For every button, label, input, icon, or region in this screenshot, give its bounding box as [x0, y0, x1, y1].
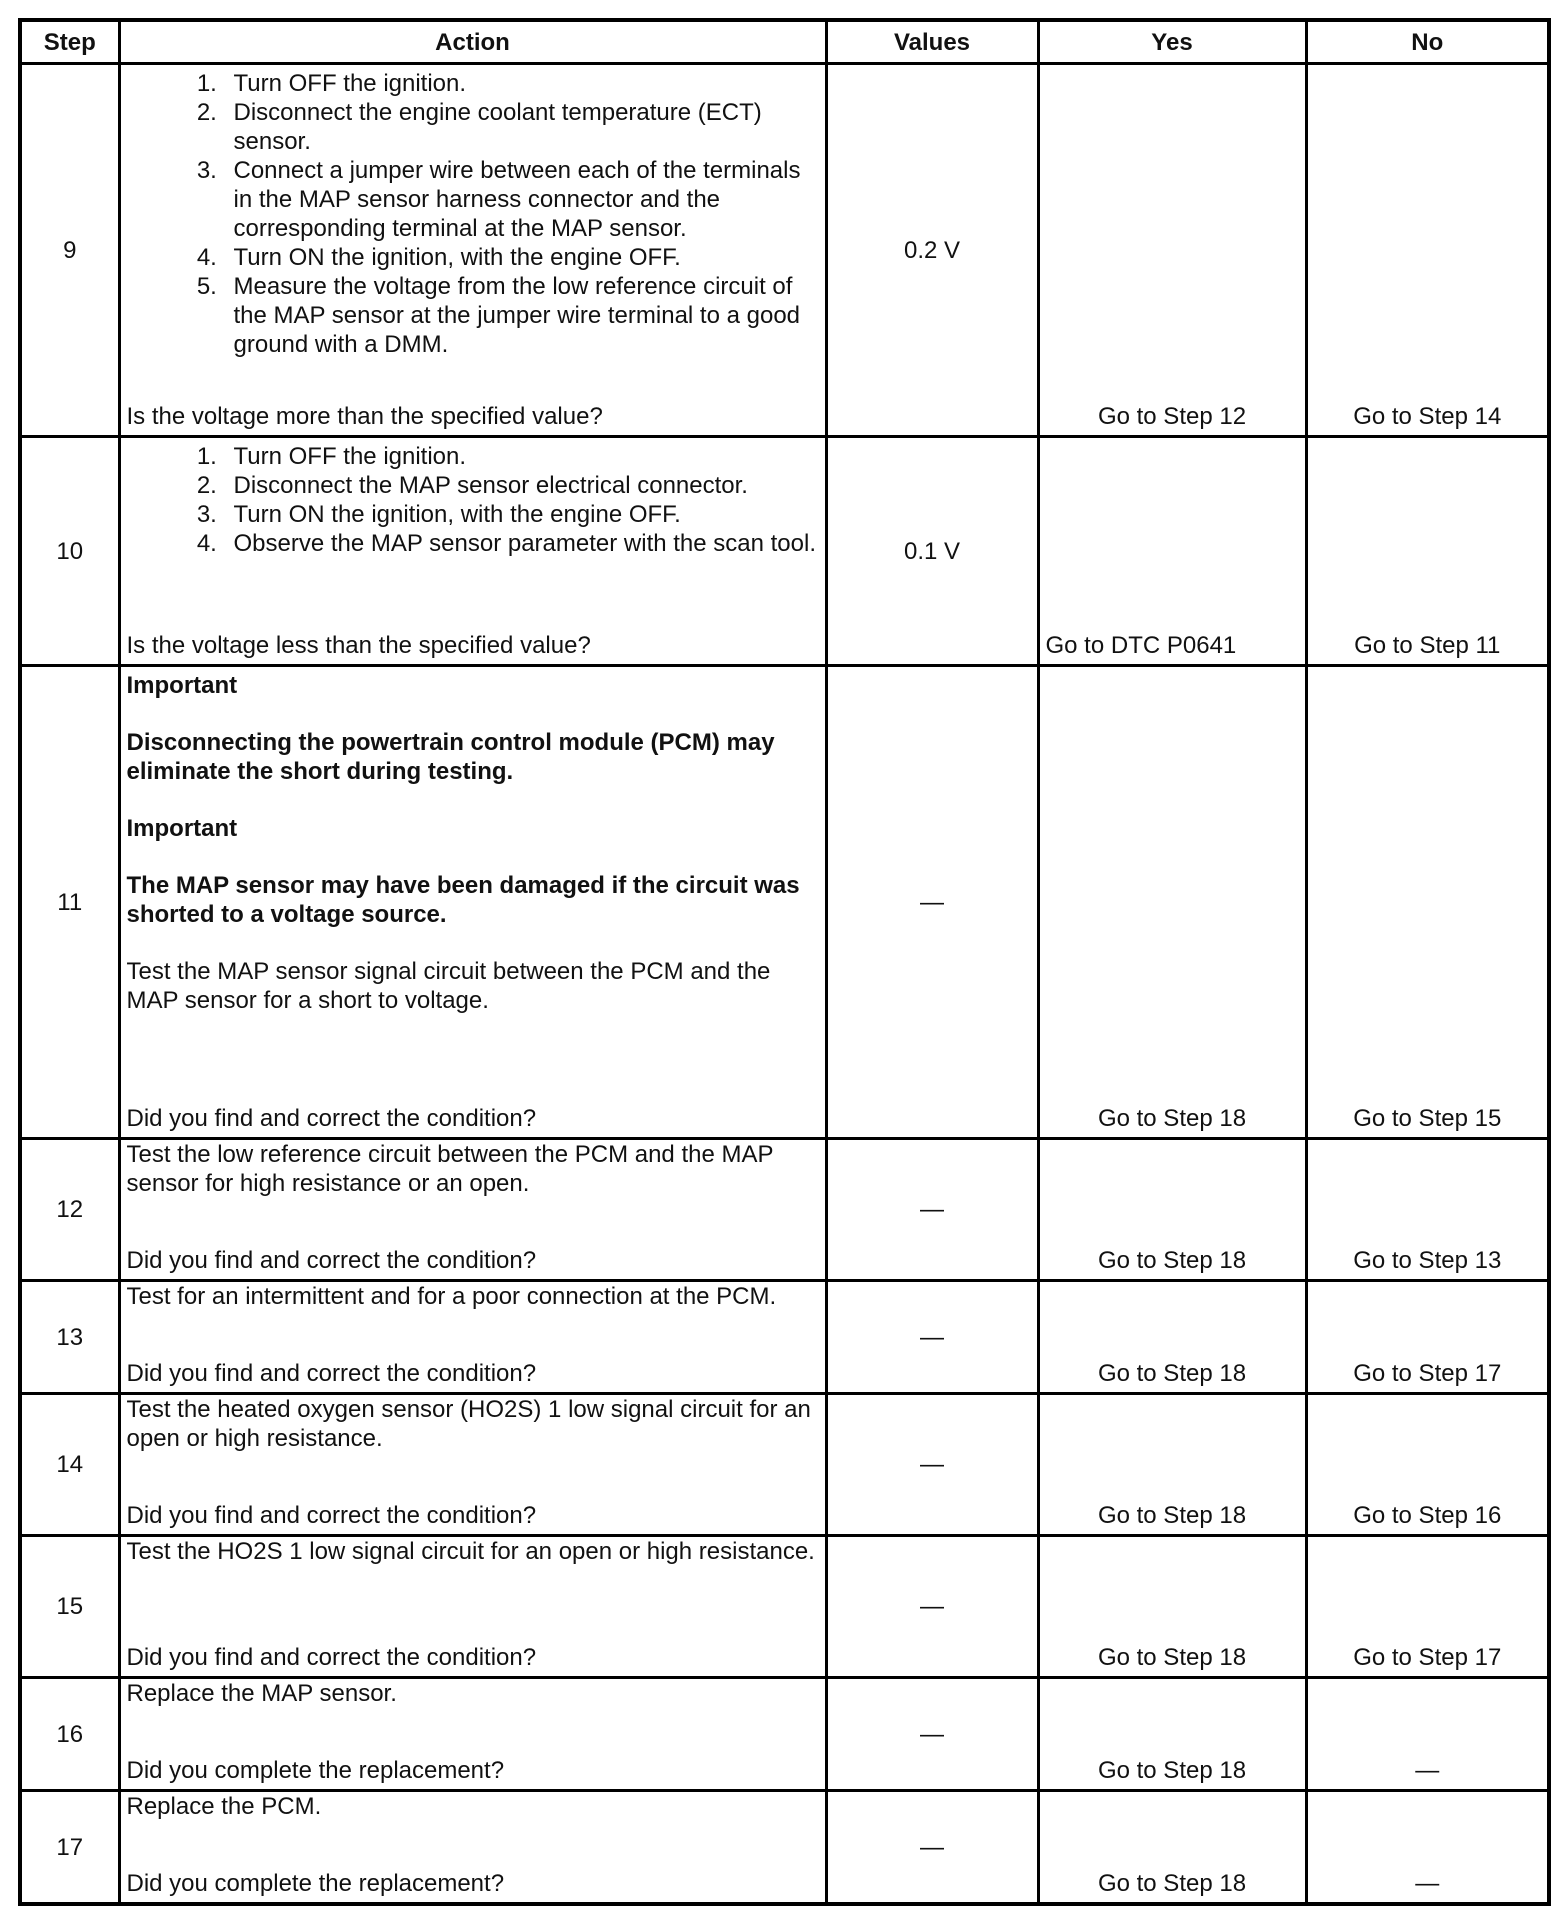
step-number: 16: [20, 1678, 119, 1791]
spec-value: —: [826, 1791, 1038, 1905]
step-number: 9: [20, 64, 119, 437]
step-number: 13: [20, 1281, 119, 1394]
spec-value: —: [826, 1536, 1038, 1678]
test-instruction: Test for an intermittent and for a poor connection at the PCM.: [126, 1283, 777, 1310]
important-note: The MAP sensor may have been damaged if the circuit was shorted to a voltage source.: [126, 872, 800, 928]
header-action: Action: [119, 20, 826, 64]
test-instruction: Test the heated oxygen sensor (HO2S) 1 low signal circuit for an open or high resistance.: [126, 1396, 811, 1452]
table-row: [20, 437, 1549, 666]
question-text: Is the voltage more than the specified value?: [126, 403, 603, 430]
step-number: 15: [20, 1536, 119, 1678]
spec-value: 0.2 V: [826, 64, 1038, 437]
list-item: 3. Turn ON the ignition, with the engine OFF.: [224, 500, 819, 529]
procedure-list: [127, 442, 819, 558]
yes-action: Go to Step 18: [1038, 1281, 1306, 1394]
list-item: 4. Observe the MAP sensor parameter with the scan tool.: [224, 529, 819, 558]
yes-action: Go to Step 18: [1038, 1678, 1306, 1791]
question-text: Did you find and correct the condition?: [126, 1105, 537, 1132]
test-instruction: Replace the PCM.: [126, 1793, 322, 1820]
spec-value: —: [826, 1281, 1038, 1394]
action-cell: [119, 437, 826, 666]
step-number: 14: [20, 1394, 119, 1536]
no-action: Go to Step 13: [1306, 1139, 1549, 1281]
question-text: Did you find and correct the condition?: [126, 1644, 537, 1671]
table-row: [20, 64, 1549, 437]
step-number: 10: [20, 437, 119, 666]
no-action: Go to Step 17: [1306, 1536, 1549, 1678]
list-item: 2. Disconnect the engine coolant temperature (ECT) sensor.: [224, 98, 819, 156]
yes-action: Go to DTC P0641: [1038, 437, 1306, 666]
diagnostic-table: [18, 18, 1551, 1906]
test-instruction: Replace the MAP sensor.: [126, 1680, 397, 1707]
spec-value: 0.1 V: [826, 437, 1038, 666]
yes-action: Go to Step 18: [1038, 1139, 1306, 1281]
no-action: Go to Step 14: [1306, 64, 1549, 437]
test-instruction: Test the HO2S 1 low signal circuit for an open or high resistance.: [126, 1538, 815, 1565]
no-action: Go to Step 11: [1306, 437, 1549, 666]
procedure-list: [127, 69, 819, 359]
table-row: [20, 1536, 1549, 1678]
question-text: Did you complete the replacement?: [126, 1870, 505, 1897]
action-cell: [119, 1139, 826, 1281]
no-action: —: [1306, 1678, 1549, 1791]
question-text: Did you find and correct the condition?: [126, 1502, 537, 1529]
yes-action: Go to Step 18: [1038, 1394, 1306, 1536]
list-item: 1. Turn OFF the ignition.: [224, 442, 819, 471]
action-cell: [119, 1536, 826, 1678]
question-text: Did you complete the replacement?: [126, 1757, 505, 1784]
question-text: Did you find and correct the condition?: [126, 1360, 537, 1387]
action-cell: [119, 1678, 826, 1791]
header-step: Step: [20, 20, 119, 64]
list-item: 4. Turn ON the ignition, with the engine OFF.: [224, 243, 819, 272]
table-row: [20, 666, 1549, 1139]
step-number: 11: [20, 666, 119, 1139]
action-cell: [119, 1791, 826, 1905]
header-no: No: [1306, 20, 1549, 64]
action-cell: [119, 666, 826, 1139]
table-row: [20, 1139, 1549, 1281]
no-action: —: [1306, 1791, 1549, 1905]
action-cell: [119, 64, 826, 437]
test-instruction: [127, 1140, 819, 1198]
no-action: Go to Step 16: [1306, 1394, 1549, 1536]
step-number: 17: [20, 1791, 119, 1905]
important-note: Disconnecting the powertrain control module (PCM) may eliminate the short during testing.: [126, 729, 775, 785]
spec-value: —: [826, 1678, 1038, 1791]
question-text: Is the voltage less than the specified value?: [126, 632, 591, 659]
spec-value: —: [826, 1139, 1038, 1281]
step-number: 12: [20, 1139, 119, 1281]
list-item: 2. Disconnect the MAP sensor electrical connector.: [224, 471, 819, 500]
action-cell: [119, 1281, 826, 1394]
action-cell: [119, 1394, 826, 1536]
header-values: Values: [826, 20, 1038, 64]
question-text: Did you find and correct the condition?: [126, 1247, 537, 1274]
yes-action: Go to Step 18: [1038, 1791, 1306, 1905]
yes-action: Go to Step 18: [1038, 666, 1306, 1139]
no-action: Go to Step 17: [1306, 1281, 1549, 1394]
table-row: [20, 1394, 1549, 1536]
important-label: Important: [126, 672, 238, 699]
instruction-emphasis: high: [239, 1170, 286, 1197]
test-instruction: Test the MAP sensor signal circuit between the PCM and the MAP sensor for a short to voltage.: [126, 958, 771, 1014]
yes-action: Go to Step 12: [1038, 64, 1306, 437]
header-yes: Yes: [1038, 20, 1306, 64]
spec-value: —: [826, 1394, 1038, 1536]
important-label: Important: [126, 815, 238, 842]
table-row: [20, 1281, 1549, 1394]
header-row: [20, 20, 1549, 64]
list-item: 5. Measure the voltage from the low reference circuit of the MAP sensor at the jumper wire terminal to a good ground with a DMM.: [224, 272, 819, 359]
instruction-text: Test the low reference circuit between the PCM and the MAP sensor for: [126, 1141, 774, 1197]
yes-action: Go to Step 18: [1038, 1536, 1306, 1678]
table-row: [20, 1678, 1549, 1791]
spec-value: —: [826, 666, 1038, 1139]
list-item: 1. Turn OFF the ignition.: [224, 69, 819, 98]
instruction-text: resistance or an open.: [285, 1170, 530, 1197]
table-row: [20, 1791, 1549, 1905]
no-action: Go to Step 15: [1306, 666, 1549, 1139]
list-item: 3. Connect a jumper wire between each of the terminals in the MAP sensor harness connector and the corresponding terminal at the MAP sensor.: [224, 156, 819, 243]
